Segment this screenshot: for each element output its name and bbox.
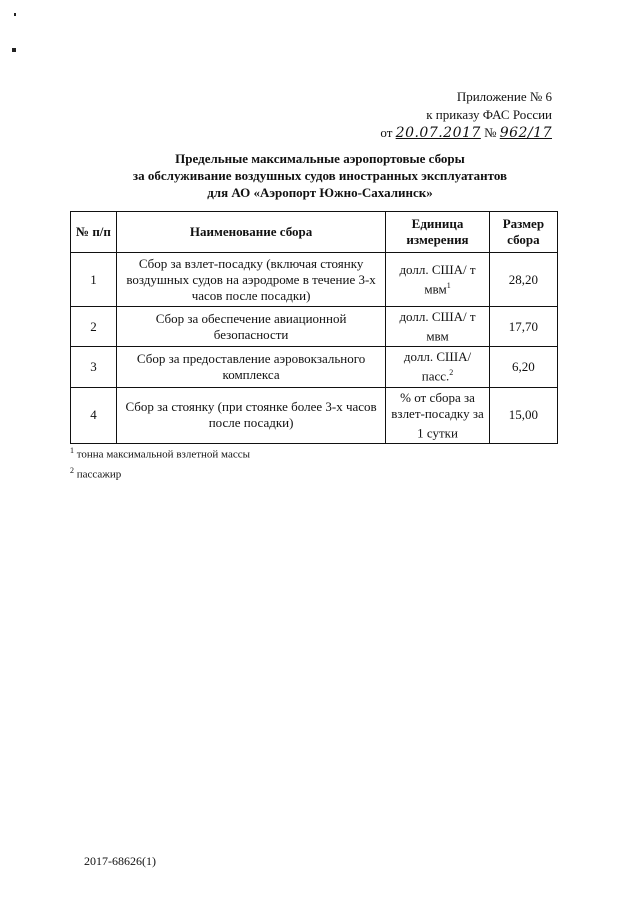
table-row: [71, 387, 558, 443]
row-num: 4: [71, 387, 117, 443]
header-num: № п/п: [71, 212, 117, 253]
header-unit: Единица измерения: [386, 212, 490, 253]
row-unit: % от сбора за взлет-посадку за 1 сутки: [386, 387, 490, 443]
footnotes: [70, 443, 250, 482]
handwritten-number: 962/17: [499, 125, 552, 141]
scan-speck: [14, 13, 16, 16]
row-name: Сбор за стоянку (при стоянке более 3-х часов после посадки): [116, 387, 385, 443]
table-row: [71, 307, 558, 347]
row-num: 2: [71, 307, 117, 347]
header-name: Наименование сбора: [116, 212, 385, 253]
fees-table: [70, 211, 558, 444]
row-unit: долл. США/ т мвм: [386, 307, 490, 347]
row-num: 3: [71, 347, 117, 387]
row-name: Сбор за обеспечение авиационной безопасности: [116, 307, 385, 347]
appendix-order-ref: к приказу ФАС России: [426, 107, 552, 122]
document-title: Предельные максимальные аэропортовые сборы за обслуживание воздушных судов иностранных эксплуатантов для АО «Аэропорт Южно-Сахалинск»: [132, 151, 508, 200]
handwritten-date: 20.07.2017: [395, 125, 481, 141]
table-row: [71, 347, 558, 387]
row-size: 6,20: [489, 347, 557, 387]
appendix-header: [380, 88, 552, 142]
footnote: $^2$ пассажир: [70, 465, 122, 481]
row-name: Сбор за взлет-посадку (включая стоянку воздушных судов на аэродроме в течение 3-х часов после посадки): [116, 253, 385, 307]
footnote: $^1$ тонна максимальной взлетной массы: [70, 446, 250, 461]
table-row: [71, 253, 558, 307]
scan-speck: [12, 48, 16, 52]
row-size: 17,70: [489, 307, 557, 347]
document-number: 2017-68626(1): [84, 854, 156, 868]
row-size: 15,00: [489, 387, 557, 443]
appendix-date-line: от 20.07.2017 № 962/17: [380, 125, 552, 141]
row-unit: долл. США/ т мвм$^1$: [386, 253, 490, 307]
row-num: 1: [71, 253, 117, 307]
row-unit: долл. США/ пасс.$^2$: [386, 347, 490, 387]
table-header-row: [71, 212, 558, 253]
row-name: Сбор за предоставление аэровокзального комплекса: [116, 347, 385, 387]
appendix-title: Приложение № 6: [456, 89, 552, 104]
header-size: Размер сбора: [489, 212, 557, 253]
row-size: 28,20: [489, 253, 557, 307]
